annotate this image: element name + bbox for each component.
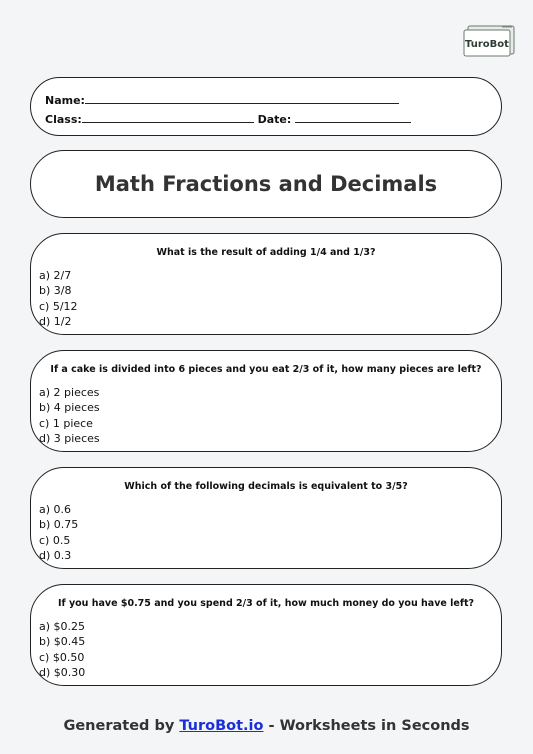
option-d: d) 3 pieces <box>39 432 100 446</box>
answer-options <box>39 268 78 330</box>
option-c: c) 0.5 <box>39 533 71 547</box>
option-b: b) 3/8 <box>39 284 72 298</box>
turobot-logo <box>462 24 518 58</box>
question-text: If a cake is divided into 6 pieces and you eat 2/3 of it, how many pieces are left? <box>50 364 482 375</box>
answer-options <box>39 502 78 564</box>
question-card <box>30 350 502 452</box>
question-text: Which of the following decimals is equivalent to 3/5? <box>124 481 408 492</box>
option-b: b) 4 pieces <box>39 401 100 415</box>
svg-text:TuroBot: TuroBot <box>465 39 509 50</box>
answer-options <box>39 619 85 681</box>
answer-options <box>39 385 100 447</box>
footer-suffix: - Worksheets in Seconds <box>263 718 470 734</box>
class-field[interactable] <box>82 111 254 123</box>
option-c: c) 1 piece <box>39 416 93 430</box>
footer <box>0 718 533 734</box>
option-c: c) $0.50 <box>39 650 85 664</box>
option-d: d) $0.30 <box>39 666 86 680</box>
name-field[interactable] <box>85 92 399 104</box>
class-date-row <box>45 111 501 130</box>
question-card <box>30 584 502 686</box>
option-a: a) 0.6 <box>39 503 72 516</box>
question-text: What is the result of adding 1/4 and 1/3? <box>156 247 376 258</box>
date-field[interactable] <box>295 111 411 123</box>
option-d: d) 1/2 <box>39 315 72 329</box>
option-a: a) 2 pieces <box>39 386 100 399</box>
option-c: c) 5/12 <box>39 299 78 313</box>
question-card <box>30 467 502 569</box>
option-b: b) $0.45 <box>39 635 86 649</box>
footer-prefix: Generated by <box>63 718 180 734</box>
class-label: Class: <box>45 113 82 126</box>
question-text: If you have $0.75 and you spend 2/3 of it, how much money do you have left? <box>57 598 475 609</box>
name-label: Name: <box>45 94 85 107</box>
question-card <box>30 233 502 335</box>
title-card <box>30 150 502 218</box>
option-b: b) 0.75 <box>39 518 79 532</box>
option-d: d) 0.3 <box>39 549 72 563</box>
name-row <box>45 92 501 111</box>
worksheet-title: Math Fractions and Decimals <box>94 172 438 196</box>
option-a: a) $0.25 <box>39 620 86 633</box>
student-info-card <box>30 77 502 136</box>
turobot-link[interactable]: TuroBot.io <box>179 718 264 734</box>
date-label: Date: <box>257 113 292 126</box>
option-a: a) 2/7 <box>39 269 72 282</box>
